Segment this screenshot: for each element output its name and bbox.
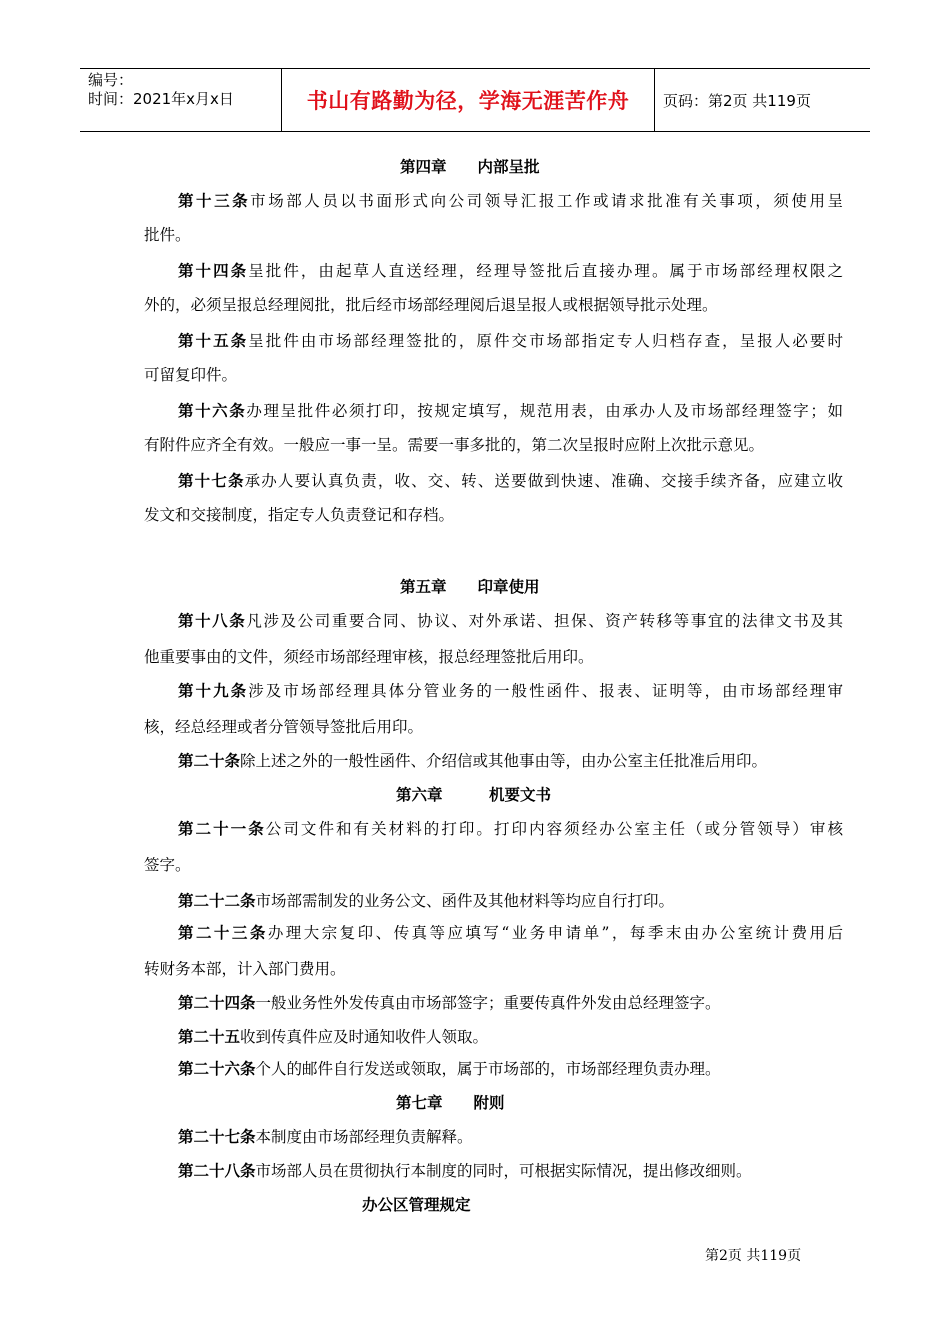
article-15-cont: 可留复印件。 bbox=[144, 366, 238, 384]
article-13-number: 第十三条 bbox=[178, 192, 251, 210]
article-22-number: 第二十二条 bbox=[178, 892, 256, 910]
chapter-5-title: 第五章 印章使用 bbox=[400, 578, 540, 596]
article-25-number: 第二十五 bbox=[178, 1028, 241, 1046]
next-section-title: 办公区管理规定 bbox=[362, 1196, 471, 1214]
article-28-text-1: 市场部人员在贯彻执行本制度的同时，可根据实际情况，提出修改细则。 bbox=[255, 1162, 752, 1180]
article-14-text-1: 呈批件，由起草人直送经理，经理导签批后直接办理。属于市场部经理权限之 bbox=[248, 262, 843, 280]
header-left bbox=[80, 69, 280, 131]
header-center bbox=[281, 69, 655, 131]
article-27-number: 第二十七条 bbox=[178, 1128, 256, 1146]
article-17-cont: 发文和交接制度，指定专人负责登记和存档。 bbox=[144, 506, 455, 524]
article-26-text-1: 个人的邮件自行发送或领取，属于市场部的，市场部经理负责办理。 bbox=[255, 1060, 721, 1078]
article-24-text-1: 一般业务性外发传真由市场部签字；重要传真件外发由总经理签字。 bbox=[255, 994, 721, 1012]
article-28 bbox=[144, 1154, 843, 1188]
article-24 bbox=[144, 986, 843, 1020]
article-20-number: 第二十条 bbox=[178, 752, 241, 770]
document-date: 时间：2021年x月x日 bbox=[88, 90, 234, 108]
article-14-number: 第十四条 bbox=[178, 262, 249, 280]
article-13 bbox=[144, 184, 843, 218]
article-13-cont: 批件。 bbox=[144, 226, 191, 244]
article-18-cont: 他重要事由的文件，须经市场部经理审核，报总经理签批后用印。 bbox=[144, 648, 594, 666]
article-21-number: 第二十一条 bbox=[178, 820, 266, 838]
article-15-text-1: 呈批件由市场部经理签批的，原件交市场部指定专人归档存查，呈报人必要时 bbox=[248, 332, 843, 350]
page-header bbox=[80, 68, 870, 132]
header-motto: 书山有路勤为径，学海无涯苦作舟 bbox=[306, 89, 630, 113]
article-14 bbox=[144, 254, 843, 288]
document-number-label: 编号： bbox=[88, 71, 134, 89]
article-16-cont: 有附件应齐全有效。一般应一事一呈。需要一事多批的，第二次呈报时应附上次批示意见。 bbox=[144, 436, 765, 454]
article-22 bbox=[144, 884, 843, 918]
article-16-text-1: 办理呈批件必须打印，按规定填写，规范用表，由承办人及市场部经理签字；如 bbox=[246, 402, 843, 420]
article-23 bbox=[144, 916, 843, 950]
article-27 bbox=[144, 1120, 843, 1154]
article-23-cont: 转财务本部，计入部门费用。 bbox=[144, 960, 346, 978]
article-26 bbox=[144, 1052, 843, 1086]
article-25-text-1: 收到传真件应及时通知收件人领取。 bbox=[240, 1028, 489, 1046]
header-page-info: 页码：第2页 共119页 bbox=[663, 91, 811, 110]
article-17-text-1: 承办人要认真负责，收、交、转、送要做到快速、准确、交接手续齐备，应建立收 bbox=[244, 472, 843, 490]
page-footer: 第2页 共119页 bbox=[705, 1248, 802, 1264]
article-15-number: 第十五条 bbox=[178, 332, 249, 350]
chapter-7-title: 第七章 附则 bbox=[396, 1094, 505, 1112]
article-16 bbox=[144, 394, 843, 428]
article-19-number: 第十九条 bbox=[178, 682, 249, 700]
article-26-number: 第二十六条 bbox=[178, 1060, 256, 1078]
article-14-cont: 外的，必须呈报总经理阅批，批后经市场部经理阅后退呈报人或根据领导批示处理。 bbox=[144, 296, 718, 314]
article-23-text-1: 办理大宗复印、传真等应填写“业务申请单”，每季末由办公室统计费用后 bbox=[267, 924, 843, 942]
article-17-number: 第十七条 bbox=[178, 472, 245, 490]
header-right bbox=[663, 69, 870, 131]
article-18-text-1: 凡涉及公司重要合同、协议、对外承诺、担保、资产转移等事宜的法律文书及其 bbox=[246, 612, 843, 630]
chapter-4-title: 第四章 内部呈批 bbox=[400, 158, 540, 176]
article-21 bbox=[144, 812, 843, 846]
article-22-text-1: 市场部需制发的业务公文、函件及其他材料等均应自行打印。 bbox=[255, 892, 675, 910]
article-19 bbox=[144, 674, 843, 708]
article-27-text-1: 本制度由市场部经理负责解释。 bbox=[255, 1128, 473, 1146]
article-15 bbox=[144, 324, 843, 358]
article-23-number: 第二十三条 bbox=[178, 924, 268, 942]
article-25 bbox=[144, 1020, 843, 1054]
article-18 bbox=[144, 604, 843, 638]
article-28-number: 第二十八条 bbox=[178, 1162, 256, 1180]
article-13-text-1: 市场部人员以书面形式向公司领导汇报工作或请求批准有关事项，须使用呈 bbox=[250, 192, 843, 210]
chapter-6-title: 第六章 机要文书 bbox=[396, 786, 552, 804]
article-24-number: 第二十四条 bbox=[178, 994, 256, 1012]
article-19-cont: 核，经总经理或者分管领导签批后用印。 bbox=[144, 718, 424, 736]
article-16-number: 第十六条 bbox=[178, 402, 247, 420]
article-20-text-1: 除上述之外的一般性函件、介绍信或其他事由等，由办公室主任批准后用印。 bbox=[240, 752, 768, 770]
article-21-text-1: 公司文件和有关材料的打印。打印内容须经办公室主任（或分管领导）审核 bbox=[265, 820, 843, 838]
article-19-text-1: 涉及市场部经理具体分管业务的一般性函件、报表、证明等，由市场部经理审 bbox=[248, 682, 843, 700]
article-18-number: 第十八条 bbox=[178, 612, 247, 630]
article-20 bbox=[144, 744, 843, 778]
article-17 bbox=[144, 464, 843, 498]
article-21-cont: 签字。 bbox=[144, 856, 191, 874]
